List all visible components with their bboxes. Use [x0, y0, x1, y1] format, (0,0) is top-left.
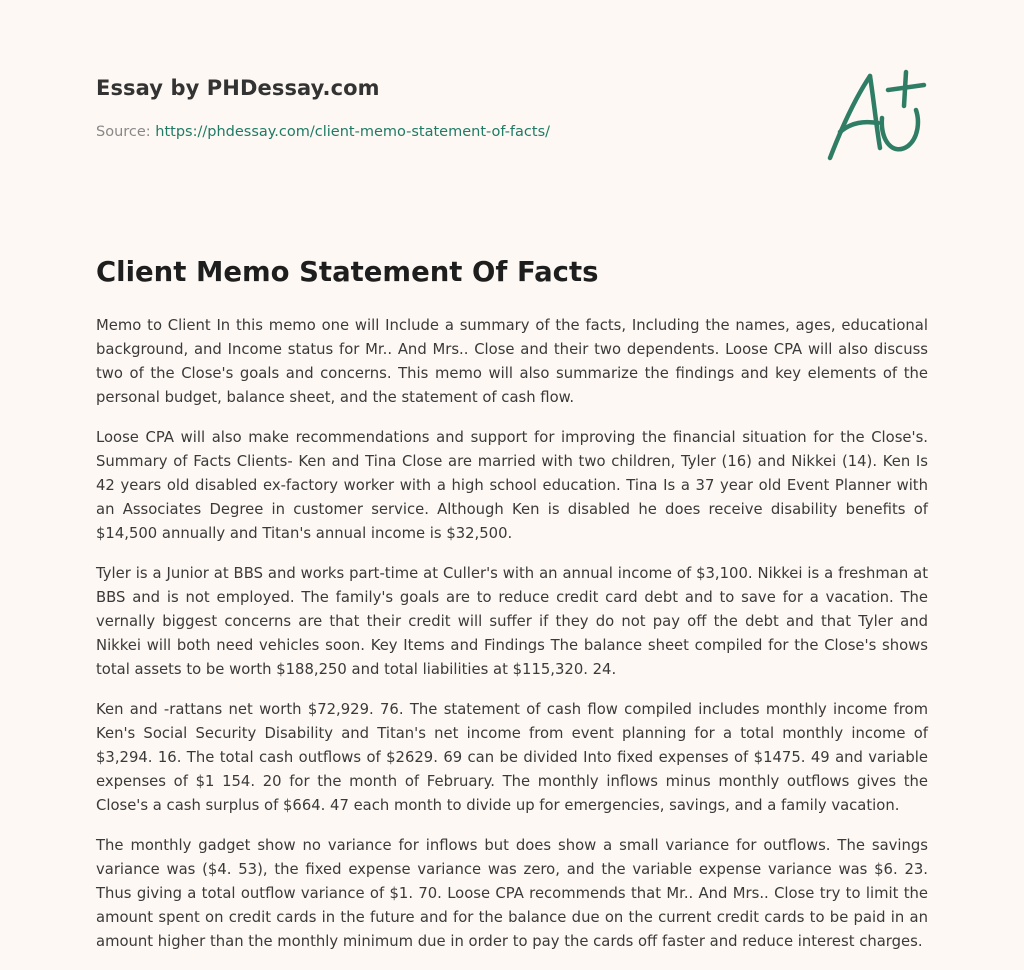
- essay-paragraph: Ken and -rattans net worth $72,929. 76. The statement of cash flow compiled includes monthly income from Ken's Social Security Disability and Titan's net income from event planning for a total monthly income of $3,294. 16. The total cash outflows of $2629. 69 can be divided Into fixed expenses of $1475. 49 and variable expenses of $1 154. 20 for the month of February. The monthly inflows minus monthly outflows gives the Close's a cash surplus of $664. 47 each month to divide up for emergencies, savings, and a family vacation.: [96, 701, 928, 814]
- essay-paragraph: Tyler is a Junior at BBS and works part-time at Culler's with an annual income of $3,100. Nikkei is a freshman at BBS and is not employed. The family's goals are to reduce credit card debt and to save for a vacation. The vernally biggest concerns are that their credit will suffer if they do not pay off the debt and that Tyler and Nikkei will both need vehicles soon. Key Items and Findings The balance sheet compiled for the Close's shows total assets to be worth $188,250 and total liabilities at $115,320. 24.: [96, 565, 928, 678]
- source-line: [96, 124, 550, 140]
- site-brand: Essay by PHDessay.com: [96, 76, 380, 100]
- essay-paragraph: Loose CPA will also make recommendations and support for improving the financial situation for the Close's. Summary of Facts Clients- Ken and Tina Close are married with two children, Tyler (16) and Nikkei (14). Ken Is 42 years old disabled ex-factory worker with a high school education. Tina Is a 37 year old Event Planner with an Associates Degree in customer service. Although Ken is disabled he does receive disability benefits of $14,500 annually and Titan's annual income is $32,500.: [96, 429, 928, 542]
- essay-title: Client Memo Statement Of Facts: [96, 256, 599, 288]
- source-link[interactable]: https://phdessay.com/client-memo-statement-of-facts/: [155, 124, 551, 140]
- a-plus-logo-icon: [820, 66, 930, 166]
- source-label: Source:: [96, 124, 156, 140]
- essay-body: [96, 314, 928, 970]
- essay-paragraph: The monthly gadget show no variance for inflows but does show a small variance for outflows. The savings variance was ($4. 53), the fixed expense variance was zero, and the variable expense variance was $6. 23. Thus giving a total outflow variance of $1. 70. Loose CPA recommends that Mr.. And Mrs.. Close try to limit the amount spent on credit cards in the future and for the balance due on the current credit cards to be paid in an amount higher than the monthly minimum due in order to pay the cards off faster and reduce interest charges.: [96, 837, 928, 950]
- essay-paragraph: Memo to Client In this memo one will Include a summary of the facts, Including the names, ages, educational background, and Income status for Mr.. And Mrs.. Close and their two dependents. Loose CPA will also discuss two of the Close's goals and concerns. This memo will also summarize the findings and key elements of the personal budget, balance sheet, and the statement of cash flow.: [96, 317, 928, 406]
